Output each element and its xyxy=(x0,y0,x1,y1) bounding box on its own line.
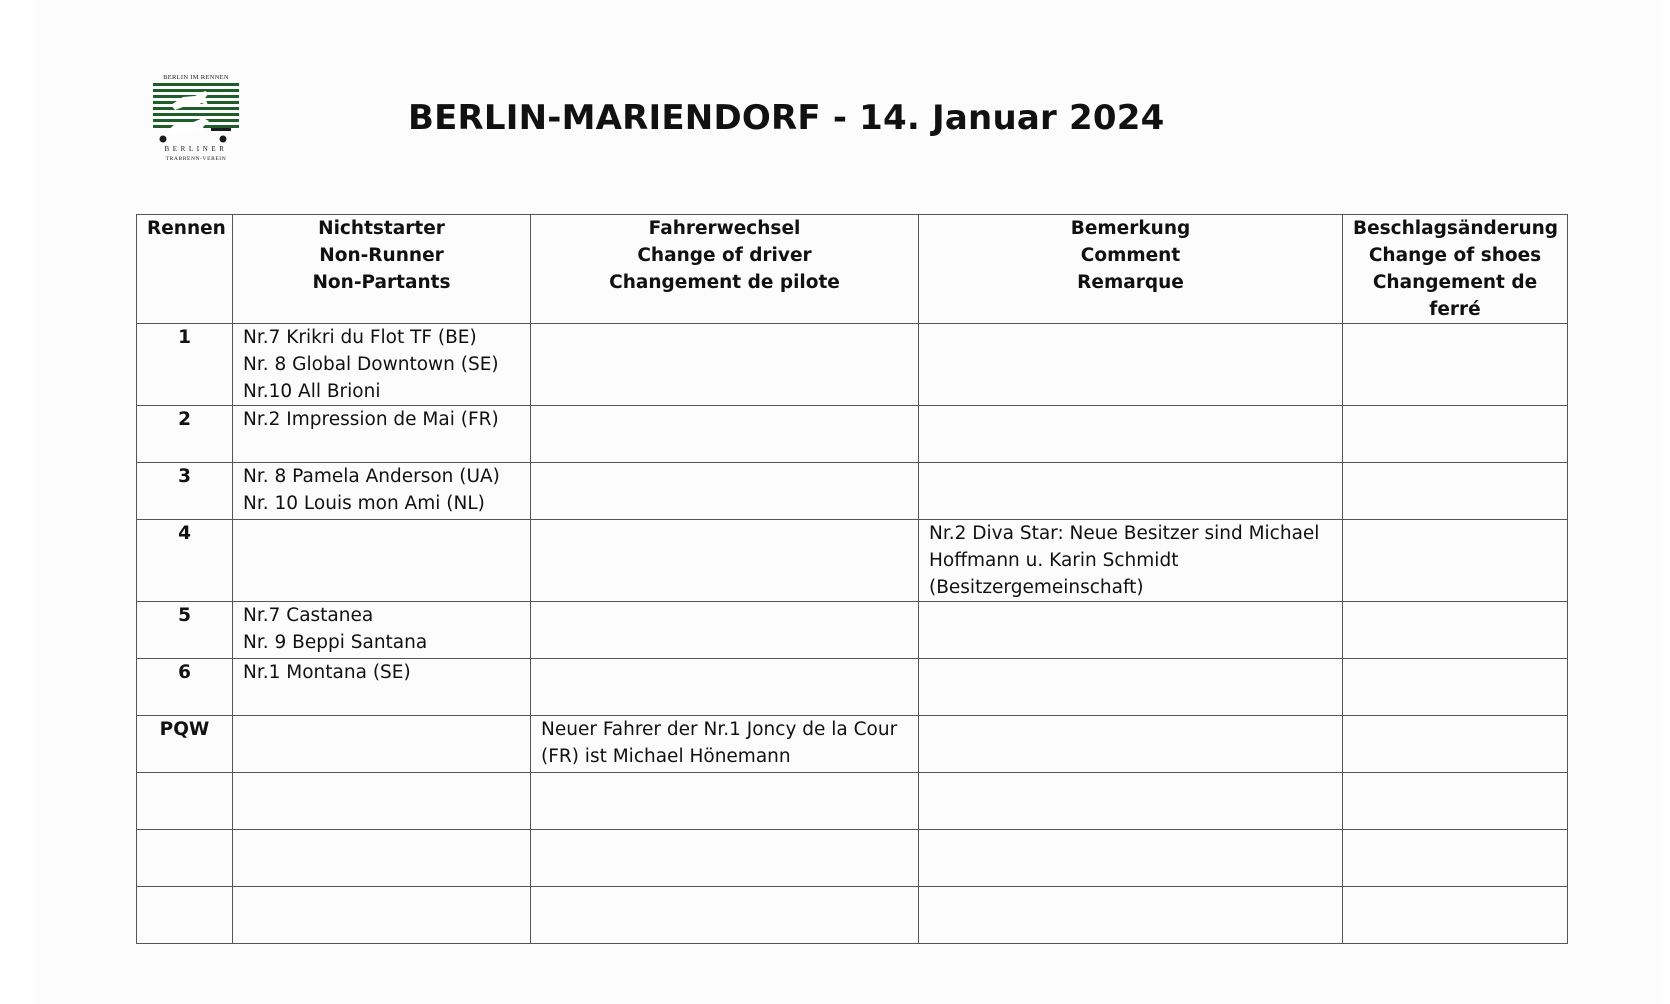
column-header-comment: Bemerkung Comment Remarque xyxy=(919,215,1343,324)
driver-change-cell xyxy=(531,773,919,830)
race-number: 3 xyxy=(137,463,233,520)
driver-change-cell xyxy=(531,830,919,887)
shoes-cell xyxy=(1343,659,1568,716)
club-logo xyxy=(153,74,239,166)
comment-cell xyxy=(919,887,1343,944)
shoes-cell xyxy=(1343,463,1568,520)
table-row xyxy=(137,324,1568,406)
driver-change-cell xyxy=(531,887,919,944)
logo-middle-text: BERLINER xyxy=(164,145,228,153)
column-header-shoes: Beschlagsänderung Change of shoes Changement de ferré xyxy=(1343,215,1568,324)
non-runners-cell: Nr.1 Montana (SE) xyxy=(233,659,531,716)
shoes-cell xyxy=(1343,716,1568,773)
non-runners-cell xyxy=(233,887,531,944)
comment-cell xyxy=(919,773,1343,830)
driver-change-cell xyxy=(531,463,919,520)
comment-cell xyxy=(919,716,1343,773)
race-number: 2 xyxy=(137,406,233,463)
column-header-driver-change: Fahrerwechsel Change of driver Changement de pilote xyxy=(531,215,919,324)
table-header-row xyxy=(137,215,1568,324)
horse-logo-icon xyxy=(153,83,239,143)
non-runners-cell: Nr.2 Impression de Mai (FR) xyxy=(233,406,531,463)
driver-change-cell xyxy=(531,406,919,463)
comment-cell xyxy=(919,830,1343,887)
shoes-cell xyxy=(1343,406,1568,463)
race-number: 4 xyxy=(137,520,233,602)
non-runners-cell xyxy=(233,520,531,602)
race-number: 1 xyxy=(137,324,233,406)
comment-cell xyxy=(919,463,1343,520)
table-row xyxy=(137,887,1568,944)
table-row xyxy=(137,602,1568,659)
shoes-cell xyxy=(1343,773,1568,830)
page-title: BERLIN-MARIENDORF - 14. Januar 2024 xyxy=(408,98,1165,138)
table-row xyxy=(137,520,1568,602)
race-number: 6 xyxy=(137,659,233,716)
non-runners-cell xyxy=(233,830,531,887)
shoes-cell xyxy=(1343,830,1568,887)
document-page xyxy=(34,0,1660,1004)
comment-cell: Nr.2 Diva Star: Neue Besitzer sind Michael Hoffmann u. Karin Schmidt (Besitzergemeinschaft) xyxy=(919,520,1343,602)
driver-change-cell xyxy=(531,602,919,659)
race-number: 5 xyxy=(137,602,233,659)
column-header-race: Rennen xyxy=(137,215,233,324)
comment-cell xyxy=(919,324,1343,406)
non-runners-cell xyxy=(233,773,531,830)
driver-change-cell xyxy=(531,659,919,716)
non-runners-cell: Nr.7 Krikri du Flot TF (BE) Nr. 8 Global Downtown (SE) Nr.10 All Brioni xyxy=(233,324,531,406)
non-runners-cell: Nr.7 Castanea Nr. 9 Beppi Santana xyxy=(233,602,531,659)
shoes-cell xyxy=(1343,520,1568,602)
table-row xyxy=(137,773,1568,830)
comment-cell xyxy=(919,659,1343,716)
shoes-cell xyxy=(1343,602,1568,659)
table-row xyxy=(137,406,1568,463)
non-runners-cell: Nr. 8 Pamela Anderson (UA) Nr. 10 Louis mon Ami (NL) xyxy=(233,463,531,520)
table-row xyxy=(137,830,1568,887)
shoes-cell xyxy=(1343,324,1568,406)
logo-top-text: BERLIN IM RENNEN xyxy=(163,74,229,81)
table-row xyxy=(137,659,1568,716)
shoes-cell xyxy=(1343,887,1568,944)
race-number xyxy=(137,773,233,830)
column-header-non-runners: Nichtstarter Non-Runner Non-Partants xyxy=(233,215,531,324)
driver-change-cell xyxy=(531,324,919,406)
comment-cell xyxy=(919,406,1343,463)
race-number: PQW xyxy=(137,716,233,773)
race-number xyxy=(137,887,233,944)
non-runner-table xyxy=(136,214,1568,944)
table-row xyxy=(137,716,1568,773)
driver-change-cell xyxy=(531,520,919,602)
non-runners-cell xyxy=(233,716,531,773)
logo-bottom-text: TRABRENN-VEREIN xyxy=(165,156,227,162)
comment-cell xyxy=(919,602,1343,659)
table-row xyxy=(137,463,1568,520)
driver-change-cell: Neuer Fahrer der Nr.1 Joncy de la Cour (FR) ist Michael Hönemann xyxy=(531,716,919,773)
race-number xyxy=(137,830,233,887)
